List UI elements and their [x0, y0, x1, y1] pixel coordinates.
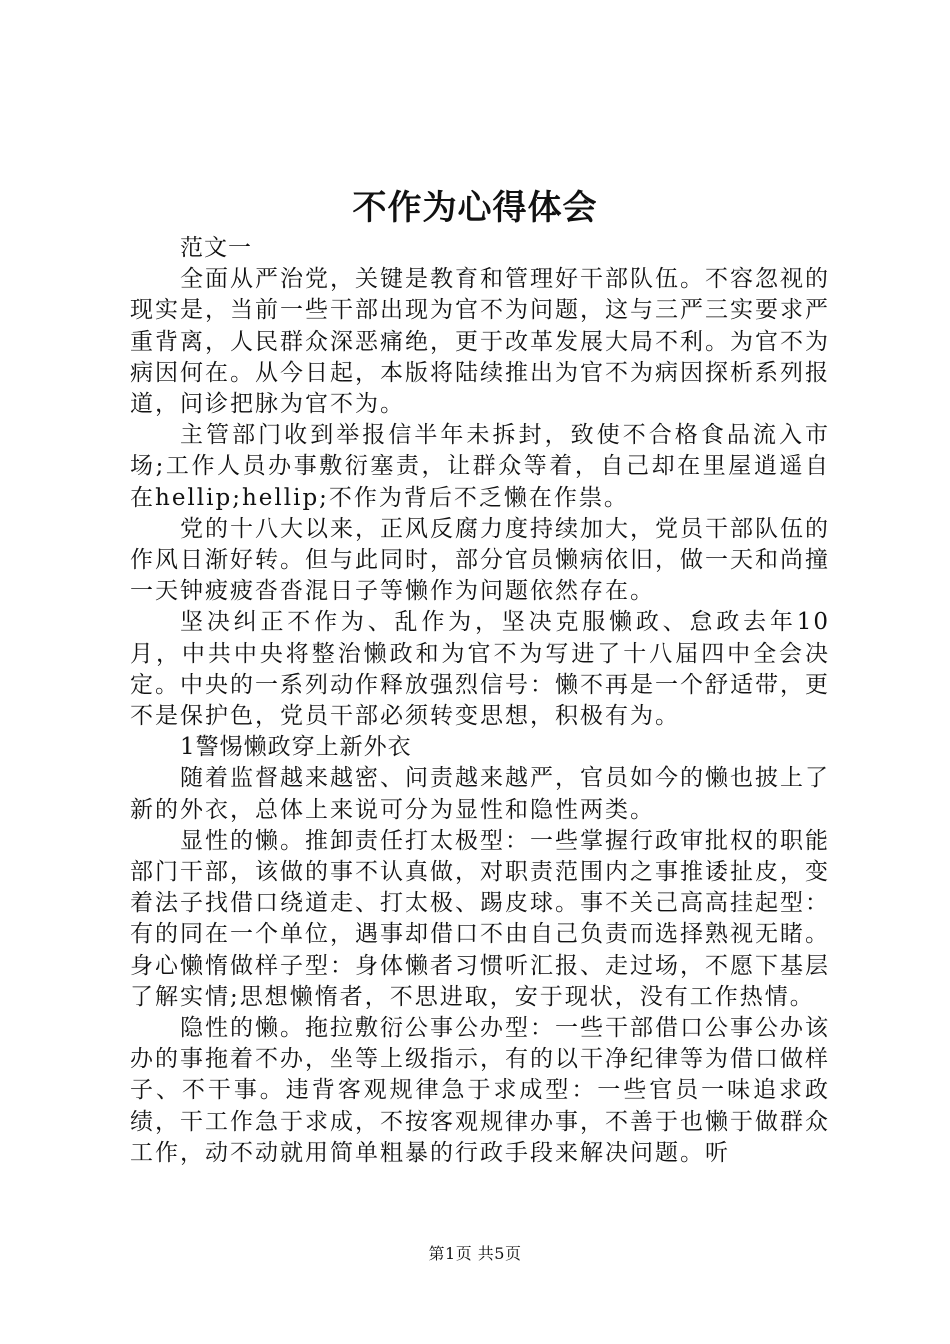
paragraph: 全面从严治党，关键是教育和管理好干部队伍。不容忽视的现实是，当前一些干部出现为官不为问题，这与三严三实要求严重背离，人民群众深恶痛绝，更于改革发展大局不利。为官不为病因何在。从今日起，本版将陆续推出为官不为病因探析系列报道，问诊把脉为官不为。	[130, 266, 830, 418]
document-body	[130, 233, 830, 1169]
paragraph: 显性的懒。推卸责任打太极型：一些掌握行政审批权的职能部门干部，该做的事不认真做，对职责范围内之事推诿扯皮，变着法子找借口绕道走、打太极、踢皮球。事不关己高高挂起型：有的同在一个单位，遇事却借口不由自己负责而选择熟视无睹。身心懒惰做样子型：身体懒者习惯听汇报、走过场，不愿下基层了解实情;思想懒惰者，不思进取，安于现状，没有工作热情。	[130, 827, 830, 1010]
paragraph: 坚决纠正不作为、乱作为，坚决克服懒政、怠政去年10月，中共中央将整治懒政和为官不为写进了十八届四中全会决定。中央的一系列动作释放强烈信号：懒不再是一个舒适带，更不是保护色，党员干部必须转变思想，积极有为。	[130, 609, 830, 730]
paragraph: 随着监督越来越密、问责越来越严，官员如今的懒也披上了新的外衣，总体上来说可分为显性和隐性两类。	[130, 765, 830, 823]
paragraph: 党的十八大以来，正风反腐力度持续加大，党员干部队伍的作风日渐好转。但与此同时，部分官员懒病依旧，做一天和尚撞一天钟疲疲沓沓混日子等懒作为问题依然存在。	[130, 515, 830, 605]
section-heading: 1警惕懒政穿上新外衣	[180, 734, 412, 761]
page-footer: 第1页 共5页	[428, 1244, 522, 1263]
section-label: 范文一	[180, 235, 252, 261]
paragraph: 主管部门收到举报信半年未拆封，致使不合格食品流入市场;工作人员办事敷衍塞责，让群众等着，自己却在里屋逍遥自在hellip;hellip;不作为背后不乏懒在作祟。	[130, 422, 830, 511]
paragraph: 隐性的懒。拖拉敷衍公事公办型：一些干部借口公事公办该办的事拖着不办，坐等上级指示，有的以干净纪律等为借口做样子、不干事。违背客观规律急于求成型：一些官员一味追求政绩，干工作急于求成，不按客观规律办事，不善于也懒于做群众工作，动不动就用简单粗暴的行政手段来解决问题。听	[130, 1015, 830, 1166]
document-title: 不作为心得体会	[352, 188, 598, 228]
